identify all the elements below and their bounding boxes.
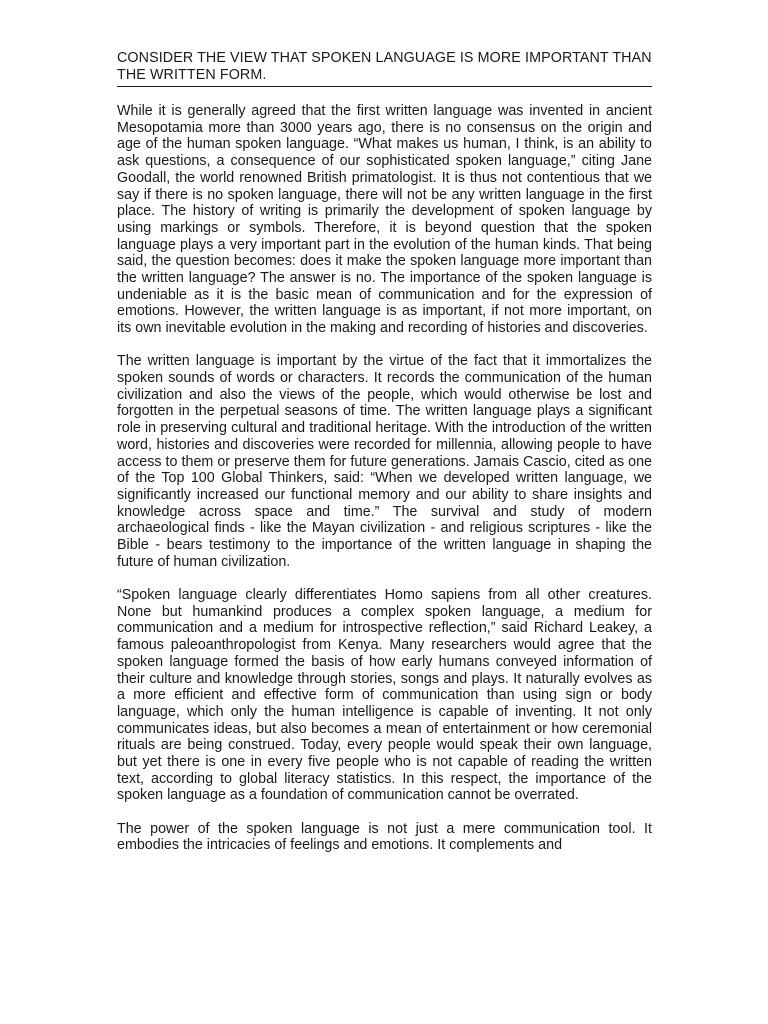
essay-body: [117, 103, 652, 854]
paragraph-4: The power of the spoken language is not just a mere communication tool. It embodies the intricacies of feelings and emotions. It complements and: [117, 820, 652, 854]
paragraph-1: While it is generally agreed that the first written language was invented in ancient Mesopotamia more than 3000 years ago, there is no consensus on the origin and age of the human spoken language. “What makes us human, I think, is an ability to ask questions, a consequence of our sophisticated spoken language,” citing Jane Goodall, the world renowned British primatologist. It is thus not contentious that we say if there is no spoken language, there will not be any written language in the first place. The history of writing is primarily the development of spoken language by using markings or symbols. Therefore, it is beyond question that the spoken language plays a very important part in the evolution of the human kinds. That being said, the question becomes: does it make the spoken language more important than the written language? The answer is no. The importance of the spoken language is undeniable as it is the basic mean of communication and for the expression of emotions. However, the written language is as important, if not more important, on its own inevitable evolution in the making and recording of histories and discoveries.: [117, 103, 652, 337]
document-page: [117, 50, 652, 871]
essay-title: CONSIDER THE VIEW THAT SPOKEN LANGUAGE IS MORE IMPORTANT THAN THE WRITTEN FORM.: [117, 50, 652, 87]
paragraph-3: “Spoken language clearly differentiates Homo sapiens from all other creatures. None but humankind produces a complex spoken language, a medium for communication and a medium for introspective reflection,” said Richard Leakey, a famous paleoanthropologist from Kenya. Many researchers would agree that the spoken language formed the basis of how early humans conveyed information of their culture and knowledge through stories, songs and plays. It naturally evolves as a more efficient and effective form of communication than using sign or body language, which only the human intelligence is capable of inventing. It not only communicates ideas, but also becomes a mean of entertainment or how ceremonial rituals are being construed. Today, every people would speak their own language, but yet there is one in every five people who is not capable of reading the written text, according to global literacy statistics. In this respect, the importance of the spoken language as a foundation of communication cannot be overrated.: [117, 586, 652, 804]
paragraph-2: The written language is important by the virtue of the fact that it immortalizes the spoken sounds of words or characters. It records the communication of the human civilization and also the views of the people, which would otherwise be lost and forgotten in the perpetual seasons of time. The written language plays a significant role in preserving cultural and traditional heritage. With the introduction of the written word, histories and discoveries were recorded for millennia, allowing people to have access to them or preserve them for future generations. Jamais Cascio, cited as one of the Top 100 Global Thinkers, said: “When we developed written language, we significantly increased our functional memory and our ability to share insights and knowledge across space and time.” The survival and study of modern archaeological finds - like the Mayan civilization - and religious scriptures - like the Bible - bears testimony to the importance of the written language in shaping the future of human civilization.: [117, 353, 652, 570]
